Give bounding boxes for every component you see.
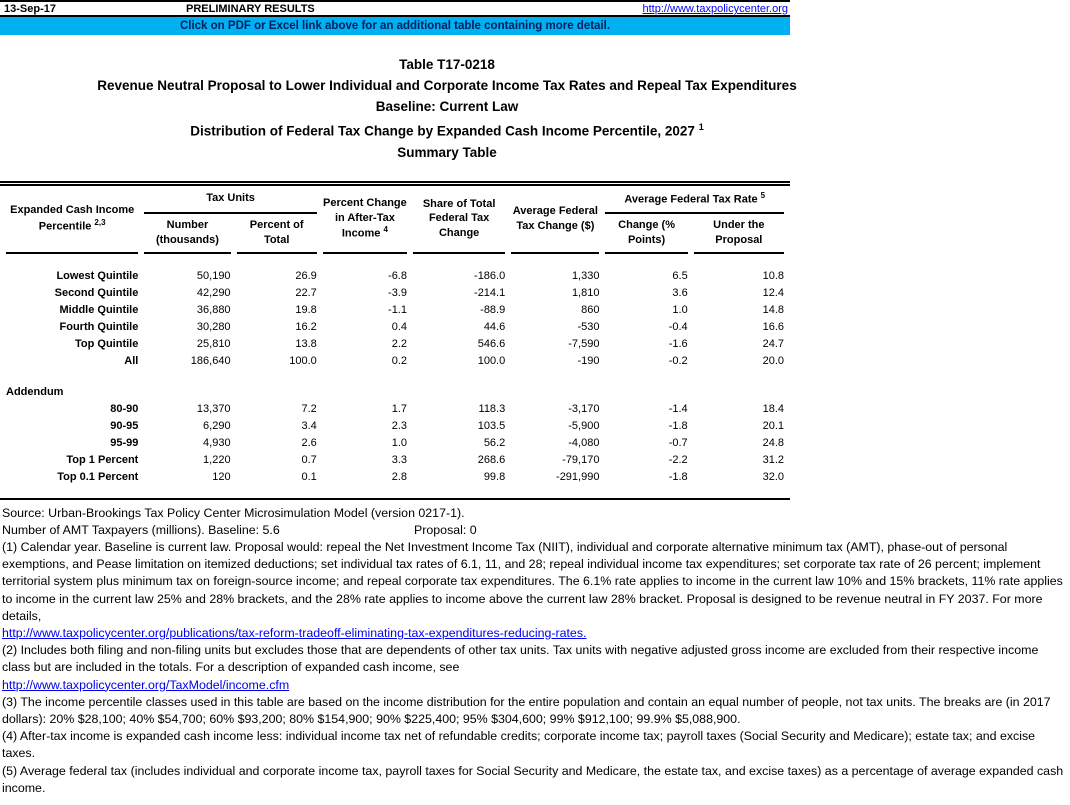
table-row <box>6 452 784 469</box>
cell-value: -214.1 <box>474 286 506 299</box>
col-header-pct-total-line1: Percent of <box>249 219 304 232</box>
row-label: 95-99 <box>110 436 139 449</box>
cell-value: 0.1 <box>301 470 317 483</box>
cell-value: 12.4 <box>762 286 784 299</box>
cell-value: 1.0 <box>391 436 407 449</box>
row-label: 90-95 <box>110 419 139 432</box>
top-bar <box>0 0 790 17</box>
cell-value: 7.2 <box>301 402 317 415</box>
cell-value: 3.4 <box>301 419 317 432</box>
addendum-header-row <box>6 384 784 401</box>
col-header-avg-change: Average Federal Tax Change ($) <box>511 186 599 254</box>
cell-value: 25,810 <box>196 337 231 350</box>
amt-taxpayers-note <box>2 522 1068 539</box>
cell-value: -5,900 <box>568 419 600 432</box>
footnote-ref-5: 5 <box>760 190 766 200</box>
col-header-pct-change-text: Percent Change in After-Tax Income <box>323 197 407 240</box>
cell-value: 99.8 <box>483 470 506 483</box>
table-row <box>6 319 784 336</box>
cell-value: 6,290 <box>203 419 231 432</box>
cell-value: 18.4 <box>762 402 784 415</box>
footnote-ref-4: 4 <box>383 224 388 234</box>
cell-value: 50,190 <box>196 269 231 282</box>
col-header-percentile-line1: Expanded Cash Income <box>10 204 135 217</box>
footnote-1-link[interactable]: http://www.taxpolicycenter.org/publications/tax-reform-tradeoff-eliminating-tax-expenditures-reducing-rates. <box>2 625 587 640</box>
cell-value: -79,170 <box>562 453 600 466</box>
cell-value: 103.5 <box>477 419 506 432</box>
cell-value: 1,220 <box>203 453 231 466</box>
col-header-under-proposal: Under the Proposal <box>694 214 784 254</box>
col-header-change-points: Change (% Points) <box>605 214 687 254</box>
cell-value: -530 <box>577 320 600 333</box>
table-row <box>6 285 784 302</box>
cell-value: 36,880 <box>196 303 231 316</box>
cell-value: 100.0 <box>289 354 317 367</box>
distribution-title-text: Distribution of Federal Tax Change by Expanded Cash Income Percentile, 2027 <box>190 123 699 139</box>
col-header-percentile <box>6 186 138 254</box>
cell-value: 2.8 <box>391 470 407 483</box>
cell-value: 546.6 <box>477 337 506 350</box>
table-number-title: Table T17-0218 <box>399 57 495 72</box>
cell-value: -1.8 <box>668 419 688 432</box>
cell-value: -1.1 <box>388 303 407 316</box>
summary-table-title: Summary Table <box>397 144 497 160</box>
cell-value: -0.7 <box>668 436 688 449</box>
cell-value: 268.6 <box>477 453 506 466</box>
cell-value: -0.2 <box>668 354 688 367</box>
cell-value: 10.8 <box>762 269 784 282</box>
cell-value: 3.6 <box>672 286 688 299</box>
cell-value: 0.4 <box>391 320 407 333</box>
row-label: All <box>124 354 139 367</box>
cell-value: 19.8 <box>295 303 317 316</box>
cell-value: -7,590 <box>568 337 600 350</box>
cell-value: 14.8 <box>762 303 784 316</box>
amt-proposal-value: Proposal: 0 <box>414 522 477 537</box>
cell-value: 4,930 <box>203 436 231 449</box>
cell-value: 2.6 <box>301 436 317 449</box>
table-row <box>6 353 784 370</box>
cell-value: 20.0 <box>762 354 784 367</box>
footnote-1: (1) Calendar year. Baseline is current law. Proposal would: repeal the Net Investment Income Tax (NIIT), individual and corporate alternative minimum tax (AMT), phase-out of personal exemptions, and Pease limitation on itemized deductions; set individual tax rates of 6.1, 11, and 28; repeal individual income tax expenditures; set corporate tax rate of 26 percent; implement territorial system plus minimum tax on foreign-source income; and repeal corporate tax expenditures. The 6.1% rate applies to income in the current law 10% and 15% brackets, 11% rate applies to income in the current law 25% and 28% brackets, and the 28% rate applies to income above the current law 28% bracket. Proposal is designed to be revenue neutral in FY 2037. For more details, <box>2 539 1063 623</box>
row-label: Top 1 Percent <box>66 453 139 466</box>
table-row <box>6 435 784 452</box>
col-header-percentile-line2 <box>6 218 138 234</box>
cell-value: -1.8 <box>668 470 688 483</box>
cell-value: -2.2 <box>668 453 688 466</box>
row-label: 80-90 <box>110 402 139 415</box>
amt-baseline-value: Number of AMT Taxpayers (millions). Baseline: 5.6 <box>2 522 280 537</box>
proposal-title: Revenue Neutral Proposal to Lower Individual and Corporate Income Tax Rates and Repeal Tax Expenditures <box>97 78 797 93</box>
cell-value: 1.0 <box>672 303 688 316</box>
cell-value: 13,370 <box>196 402 231 415</box>
preliminary-results-label: PRELIMINARY RESULTS <box>186 3 315 15</box>
cell-value: 100.0 <box>477 354 506 367</box>
distribution-title <box>0 117 894 142</box>
cell-value: 16.2 <box>295 320 317 333</box>
footnote-2-link[interactable]: http://www.taxpolicycenter.org/TaxModel/income.cfm <box>2 677 290 692</box>
cell-value: 0.7 <box>301 453 317 466</box>
table-row <box>6 469 784 486</box>
cell-value: 31.2 <box>762 453 784 466</box>
cell-value: 32.0 <box>762 470 784 483</box>
cell-value: 26.9 <box>295 269 317 282</box>
group-header-avg-rate-text: Average Federal Tax Rate <box>624 193 761 206</box>
row-label: Middle Quintile <box>59 303 139 316</box>
cell-value: 0.2 <box>391 354 407 367</box>
col-header-number-line1: Number <box>166 219 209 232</box>
spacer-row <box>6 370 784 384</box>
group-header-tax-units: Tax Units <box>144 186 316 214</box>
addendum-label: Addendum <box>6 385 64 398</box>
footnote-5: (5) Average federal tax (includes individual and corporate income tax, payroll taxes for Social Security and Medicare, the estate tax, and excise taxes) as a percentage of average expanded cash income. <box>2 763 1064 795</box>
source-note: Source: Urban-Brookings Tax Policy Center Microsimulation Model (version 0217-1). <box>2 505 465 520</box>
cell-value: 24.8 <box>762 436 784 449</box>
footnote-4: (4) After-tax income is expanded cash income less: individual income tax net of refundable credits; corporate income tax; payroll taxes (Social Security and Medicare); estate tax; and excise taxes. <box>2 729 1036 761</box>
baseline-title: Baseline: Current Law <box>375 99 519 114</box>
report-date: 13-Sep-17 <box>4 3 56 15</box>
cell-value: -3,170 <box>568 402 600 415</box>
col-header-share-total: Share of Total Federal Tax Change <box>413 186 505 254</box>
footnote-3: (3) The income percentile classes used in this table are based on the income distribution for the entire population and contain an equal number of people, not tax units. The breaks are (in 2017 dollars): 20% $28,100; 40% $54,700; 60% $93,200; 80% $154,900; 90% $225,400; 95% $304,600; 99% $912,100; 99.9% $5,088,900. <box>2 694 1051 726</box>
cell-value: -88.9 <box>480 303 506 316</box>
col-header-pct-total-line2: Total <box>263 233 290 246</box>
spacer-row <box>6 486 784 498</box>
col-header-number <box>144 214 230 254</box>
cell-value: 1,810 <box>571 286 600 299</box>
cell-value: 1.7 <box>391 402 407 415</box>
cell-value: 1,330 <box>571 269 600 282</box>
col-header-pct-change-after-tax <box>323 186 407 254</box>
row-label: Top Quintile <box>75 337 139 350</box>
taxpolicycenter-link[interactable]: http://www.taxpolicycenter.org <box>642 3 788 15</box>
cell-value: 20.1 <box>762 419 784 432</box>
cell-value: -1.6 <box>668 337 688 350</box>
cell-value: 186,640 <box>190 354 231 367</box>
title-block <box>0 54 894 163</box>
cell-value: 2.2 <box>391 337 407 350</box>
row-label: Lowest Quintile <box>56 269 139 282</box>
cell-value: -3.9 <box>388 286 407 299</box>
table-row <box>6 302 784 319</box>
cell-value: -4,080 <box>568 436 600 449</box>
row-label: Top 0.1 Percent <box>57 470 139 483</box>
cell-value: 2.3 <box>391 419 407 432</box>
col-header-percentile-text: Percentile <box>38 220 95 233</box>
cell-value: 13.8 <box>295 337 317 350</box>
cell-value: 22.7 <box>295 286 317 299</box>
cell-value: -190 <box>577 354 600 367</box>
table-row <box>6 268 784 285</box>
group-header-avg-rate <box>605 186 784 214</box>
footnote-ref-1: 1 <box>698 122 704 132</box>
footnotes <box>2 505 1068 797</box>
cell-value: 16.6 <box>762 320 784 333</box>
cell-value: 30,280 <box>196 320 231 333</box>
table-header <box>6 186 784 254</box>
col-header-number-line2: (thousands) <box>155 233 219 246</box>
cell-value: 42,290 <box>196 286 231 299</box>
row-label: Second Quintile <box>54 286 139 299</box>
info-banner: Click on PDF or Excel link above for an additional table containing more detail. <box>0 17 790 35</box>
cell-value: 118.3 <box>478 402 506 415</box>
cell-value: 44.6 <box>483 320 506 333</box>
cell-value: 6.5 <box>672 269 688 282</box>
col-header-percent-of-total <box>237 214 317 254</box>
spacer-row <box>6 254 784 268</box>
cell-value: 24.7 <box>762 337 784 350</box>
row-label: Fourth Quintile <box>59 320 139 333</box>
cell-value: 120 <box>212 470 231 483</box>
cell-value: -186.0 <box>474 269 506 282</box>
table-body <box>6 254 784 498</box>
footnote-2: (2) Includes both filing and non-filing units but excludes those that are dependents of other tax units. Tax units with negative adjusted gross income are excluded from their respective income class but are included in the totals. For a description of expanded cash income, see <box>2 643 1039 675</box>
cell-value: 860 <box>581 303 600 316</box>
table-row <box>6 336 784 353</box>
cell-value: 3.3 <box>391 453 407 466</box>
table-row <box>6 401 784 418</box>
cell-value: 56.2 <box>483 436 506 449</box>
cell-value: -0.4 <box>668 320 688 333</box>
cell-value: -1.4 <box>668 402 688 415</box>
summary-table <box>0 181 790 500</box>
cell-value: -6.8 <box>388 269 407 282</box>
table-row <box>6 418 784 435</box>
footnote-ref-2-3: 2,3 <box>94 217 106 227</box>
cell-value: -291,990 <box>556 470 600 483</box>
